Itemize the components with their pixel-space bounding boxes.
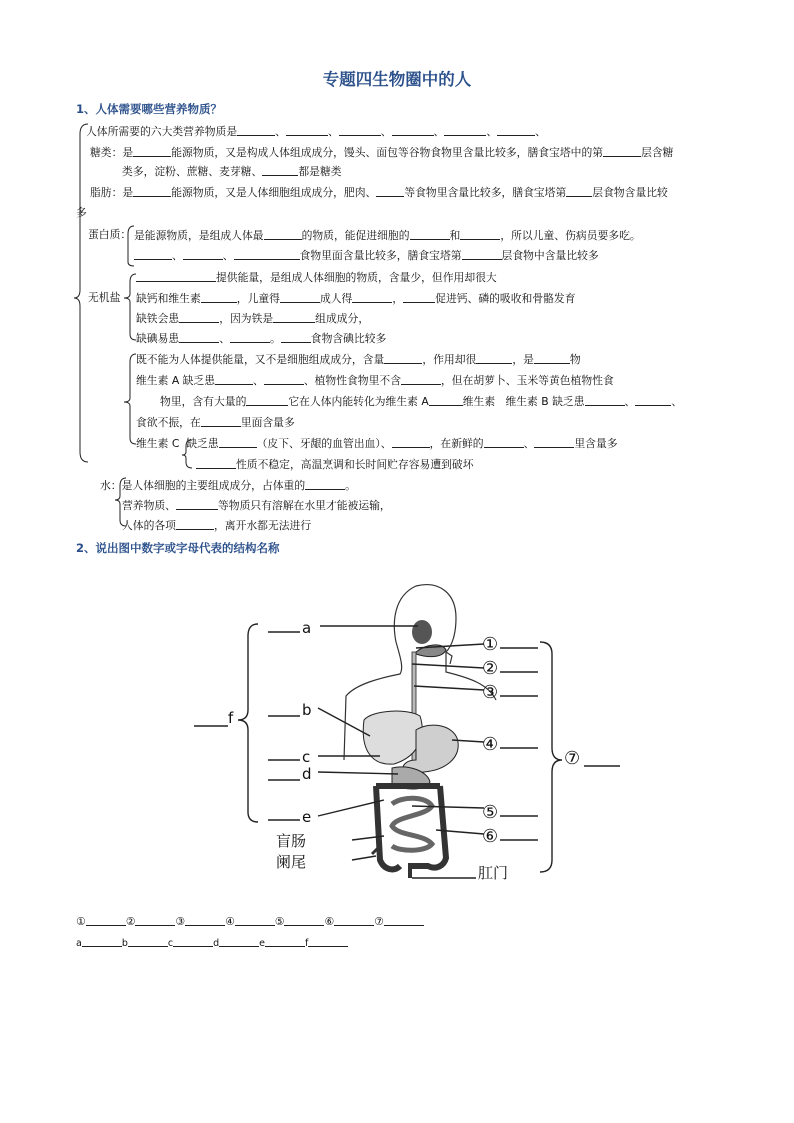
- sugar-line-1: 糖类：是 能源物质，又是构成人体组成成分，馒头、面包等谷物食物里含量比较多，膳食宝塔中的第 层含糖: [90, 146, 674, 159]
- mineral-line-1: 提供能量，是组成人体细胞的物质，含量少，但作用却很大: [136, 270, 497, 285]
- answer-blank[interactable]: [460, 228, 500, 240]
- answer-blank[interactable]: [308, 935, 348, 947]
- answer-blank[interactable]: [497, 124, 535, 136]
- answer-blank[interactable]: [135, 914, 175, 926]
- label-b: b: [302, 701, 312, 719]
- answer-blank[interactable]: [384, 914, 424, 926]
- answer-blank[interactable]: [176, 498, 218, 510]
- label-cecum: 盲肠: [276, 832, 307, 850]
- answer-blank[interactable]: [235, 914, 275, 926]
- vitamin-c-line-2: 性质不稳定，高温烹调和长时间贮存容易遭到破坏: [196, 457, 474, 472]
- label-e: e: [302, 808, 312, 826]
- answer-blank[interactable]: [215, 373, 253, 385]
- six-nutrients-line: 人体所需要的六大类营养物质是 、 、 、 、 、 、: [86, 125, 546, 138]
- label-a: a: [302, 619, 312, 637]
- answer-blank[interactable]: [462, 248, 502, 260]
- answer-blank[interactable]: [392, 124, 434, 136]
- answer-blank[interactable]: [281, 331, 311, 343]
- answer-blank[interactable]: [334, 914, 374, 926]
- answer-blank[interactable]: [234, 248, 300, 260]
- vitamin-c-line-1: 维生素 C 缺乏患 （皮下、牙龈的血管出血）、 ，在新鲜的 、 里含量多: [136, 437, 618, 450]
- fat-line-2: 多: [76, 206, 87, 219]
- answer-blank[interactable]: [280, 291, 320, 303]
- label-3: ③: [482, 682, 499, 703]
- answer-blank[interactable]: [376, 185, 404, 197]
- answer-blank[interactable]: [585, 394, 625, 406]
- answer-blank[interactable]: [173, 935, 213, 947]
- answer-blank[interactable]: [273, 311, 315, 323]
- answer-blank[interactable]: [484, 436, 524, 448]
- answer-blank[interactable]: [136, 270, 216, 282]
- vitamin-line-4: 食欲不振，在 里面含量多: [136, 416, 295, 429]
- answer-blank[interactable]: [219, 935, 259, 947]
- answer-blank[interactable]: [635, 394, 671, 406]
- answer-blank[interactable]: [237, 124, 275, 136]
- mineral-line-4: 缺碘易患 、 。 食物含碘比较多: [136, 332, 387, 345]
- label-6: ⑥: [482, 826, 499, 847]
- label-anus: 肛门: [478, 864, 509, 882]
- answer-blank[interactable]: [264, 228, 302, 240]
- section1-heading: 1、人体需要哪些营养物质？: [76, 102, 223, 116]
- protein-line-2: 、 、 食物里面含量比较多，膳食宝塔第 层食物中含量比较多: [134, 248, 599, 263]
- mineral-line-3: 缺铁会患 ，因为铁是 组成成分，: [136, 312, 370, 325]
- protein-label: 蛋白质：: [88, 228, 132, 241]
- answer-blank[interactable]: [384, 352, 422, 364]
- answer-blank[interactable]: [264, 373, 304, 385]
- answer-blank[interactable]: [534, 436, 574, 448]
- answer-blank[interactable]: [230, 331, 270, 343]
- label-1: ①: [482, 634, 499, 655]
- water-line-3: 人体的各项 ，离开水都无法进行: [122, 519, 312, 532]
- digestive-system-diagram: [0, 560, 794, 900]
- label-d: d: [302, 765, 312, 783]
- answer-blank[interactable]: [262, 164, 298, 176]
- answer-blank[interactable]: [476, 352, 512, 364]
- answer-blank[interactable]: [392, 436, 430, 448]
- label-5: ⑤: [482, 802, 499, 823]
- answer-blank[interactable]: [219, 436, 257, 448]
- answer-blank[interactable]: [133, 145, 171, 157]
- sugar-line-2: 类多，淀粉、蔗糖、麦芽糖、 都是糖类: [122, 165, 342, 178]
- vitamin-line-2: 维生素 A 缺乏患 、 、植物性食物里不含 ，但在胡萝卜、玉米等黄色植物性食: [136, 374, 614, 387]
- label-c: c: [302, 748, 311, 766]
- label-4: ④: [482, 734, 499, 755]
- answer-blank[interactable]: [305, 478, 345, 490]
- label-2: ②: [482, 658, 499, 679]
- answer-blank[interactable]: [410, 228, 450, 240]
- answer-blank[interactable]: [284, 914, 324, 926]
- answer-blank[interactable]: [246, 394, 288, 406]
- answer-blank[interactable]: [179, 311, 219, 323]
- answer-blank[interactable]: [444, 124, 486, 136]
- answer-blank[interactable]: [429, 394, 463, 406]
- answer-blank[interactable]: [286, 124, 328, 136]
- fat-line-1: 脂肪：是 能源物质，又是人体细胞组成成分，肥肉、 等食物里含量比较多，膳食宝塔第 层食物含量比较: [90, 186, 668, 199]
- answer-blank[interactable]: [201, 415, 241, 427]
- digestive-tract: [363, 620, 458, 878]
- answer-blank[interactable]: [82, 935, 122, 947]
- vitamin-line-3: 物里，含有大量的 它在人体内能转化为维生素 A 维生素 维生素 B 缺乏患 、 、: [160, 395, 683, 408]
- label-f: f: [228, 709, 234, 727]
- answer-blank[interactable]: [185, 914, 225, 926]
- answer-blank[interactable]: [603, 145, 641, 157]
- answer-blank[interactable]: [179, 331, 219, 343]
- answer-blank[interactable]: [86, 914, 126, 926]
- water-line-1: 水：是人体细胞的主要组成成分，占体重的 。: [100, 479, 356, 492]
- answer-blank[interactable]: [265, 935, 305, 947]
- water-line-2: 营养物质、 等物质只有溶解在水里才能被运输，: [122, 499, 391, 512]
- answer-blank[interactable]: [183, 248, 223, 260]
- vitamin-line-1: 既不能为人体提供能量，又不是细胞组成成分，含量 ，作用却很 ，是 物: [136, 353, 581, 366]
- answer-blank[interactable]: [133, 185, 171, 197]
- section2-heading: 2、说出图中数字或字母代表的结构名称: [76, 541, 280, 555]
- answer-blank[interactable]: [128, 935, 168, 947]
- answer-blank[interactable]: [352, 291, 392, 303]
- mineral-label: 无机盐: [88, 291, 121, 304]
- answer-blank[interactable]: [534, 352, 570, 364]
- mineral-line-2: 缺钙和维生素 ，儿童得 成人得 ， 促进钙、磷的吸收和骨骼发育: [136, 292, 576, 305]
- label-7: ⑦: [564, 748, 581, 769]
- answer-blank[interactable]: [566, 185, 592, 197]
- answer-blank[interactable]: [339, 124, 381, 136]
- answer-blank[interactable]: [176, 518, 214, 530]
- answer-blank[interactable]: [196, 457, 236, 469]
- page-title: 专题四生物圈中的人: [322, 70, 472, 89]
- answer-blank[interactable]: [201, 291, 237, 303]
- protein-line-1: 是能源物质，是组成人体最 的物质，能促进细胞的 和 ，所以儿童、伤病员要多吃。: [134, 229, 641, 242]
- letter-answers-row: a b c d e f: [76, 935, 348, 951]
- label-appendix: 阑尾: [276, 853, 307, 871]
- answer-blank[interactable]: [403, 291, 435, 303]
- answer-blank[interactable]: [134, 248, 172, 260]
- number-answers-row: ① ② ③ ④ ⑤ ⑥ ⑦: [76, 914, 424, 929]
- answer-blank[interactable]: [401, 373, 441, 385]
